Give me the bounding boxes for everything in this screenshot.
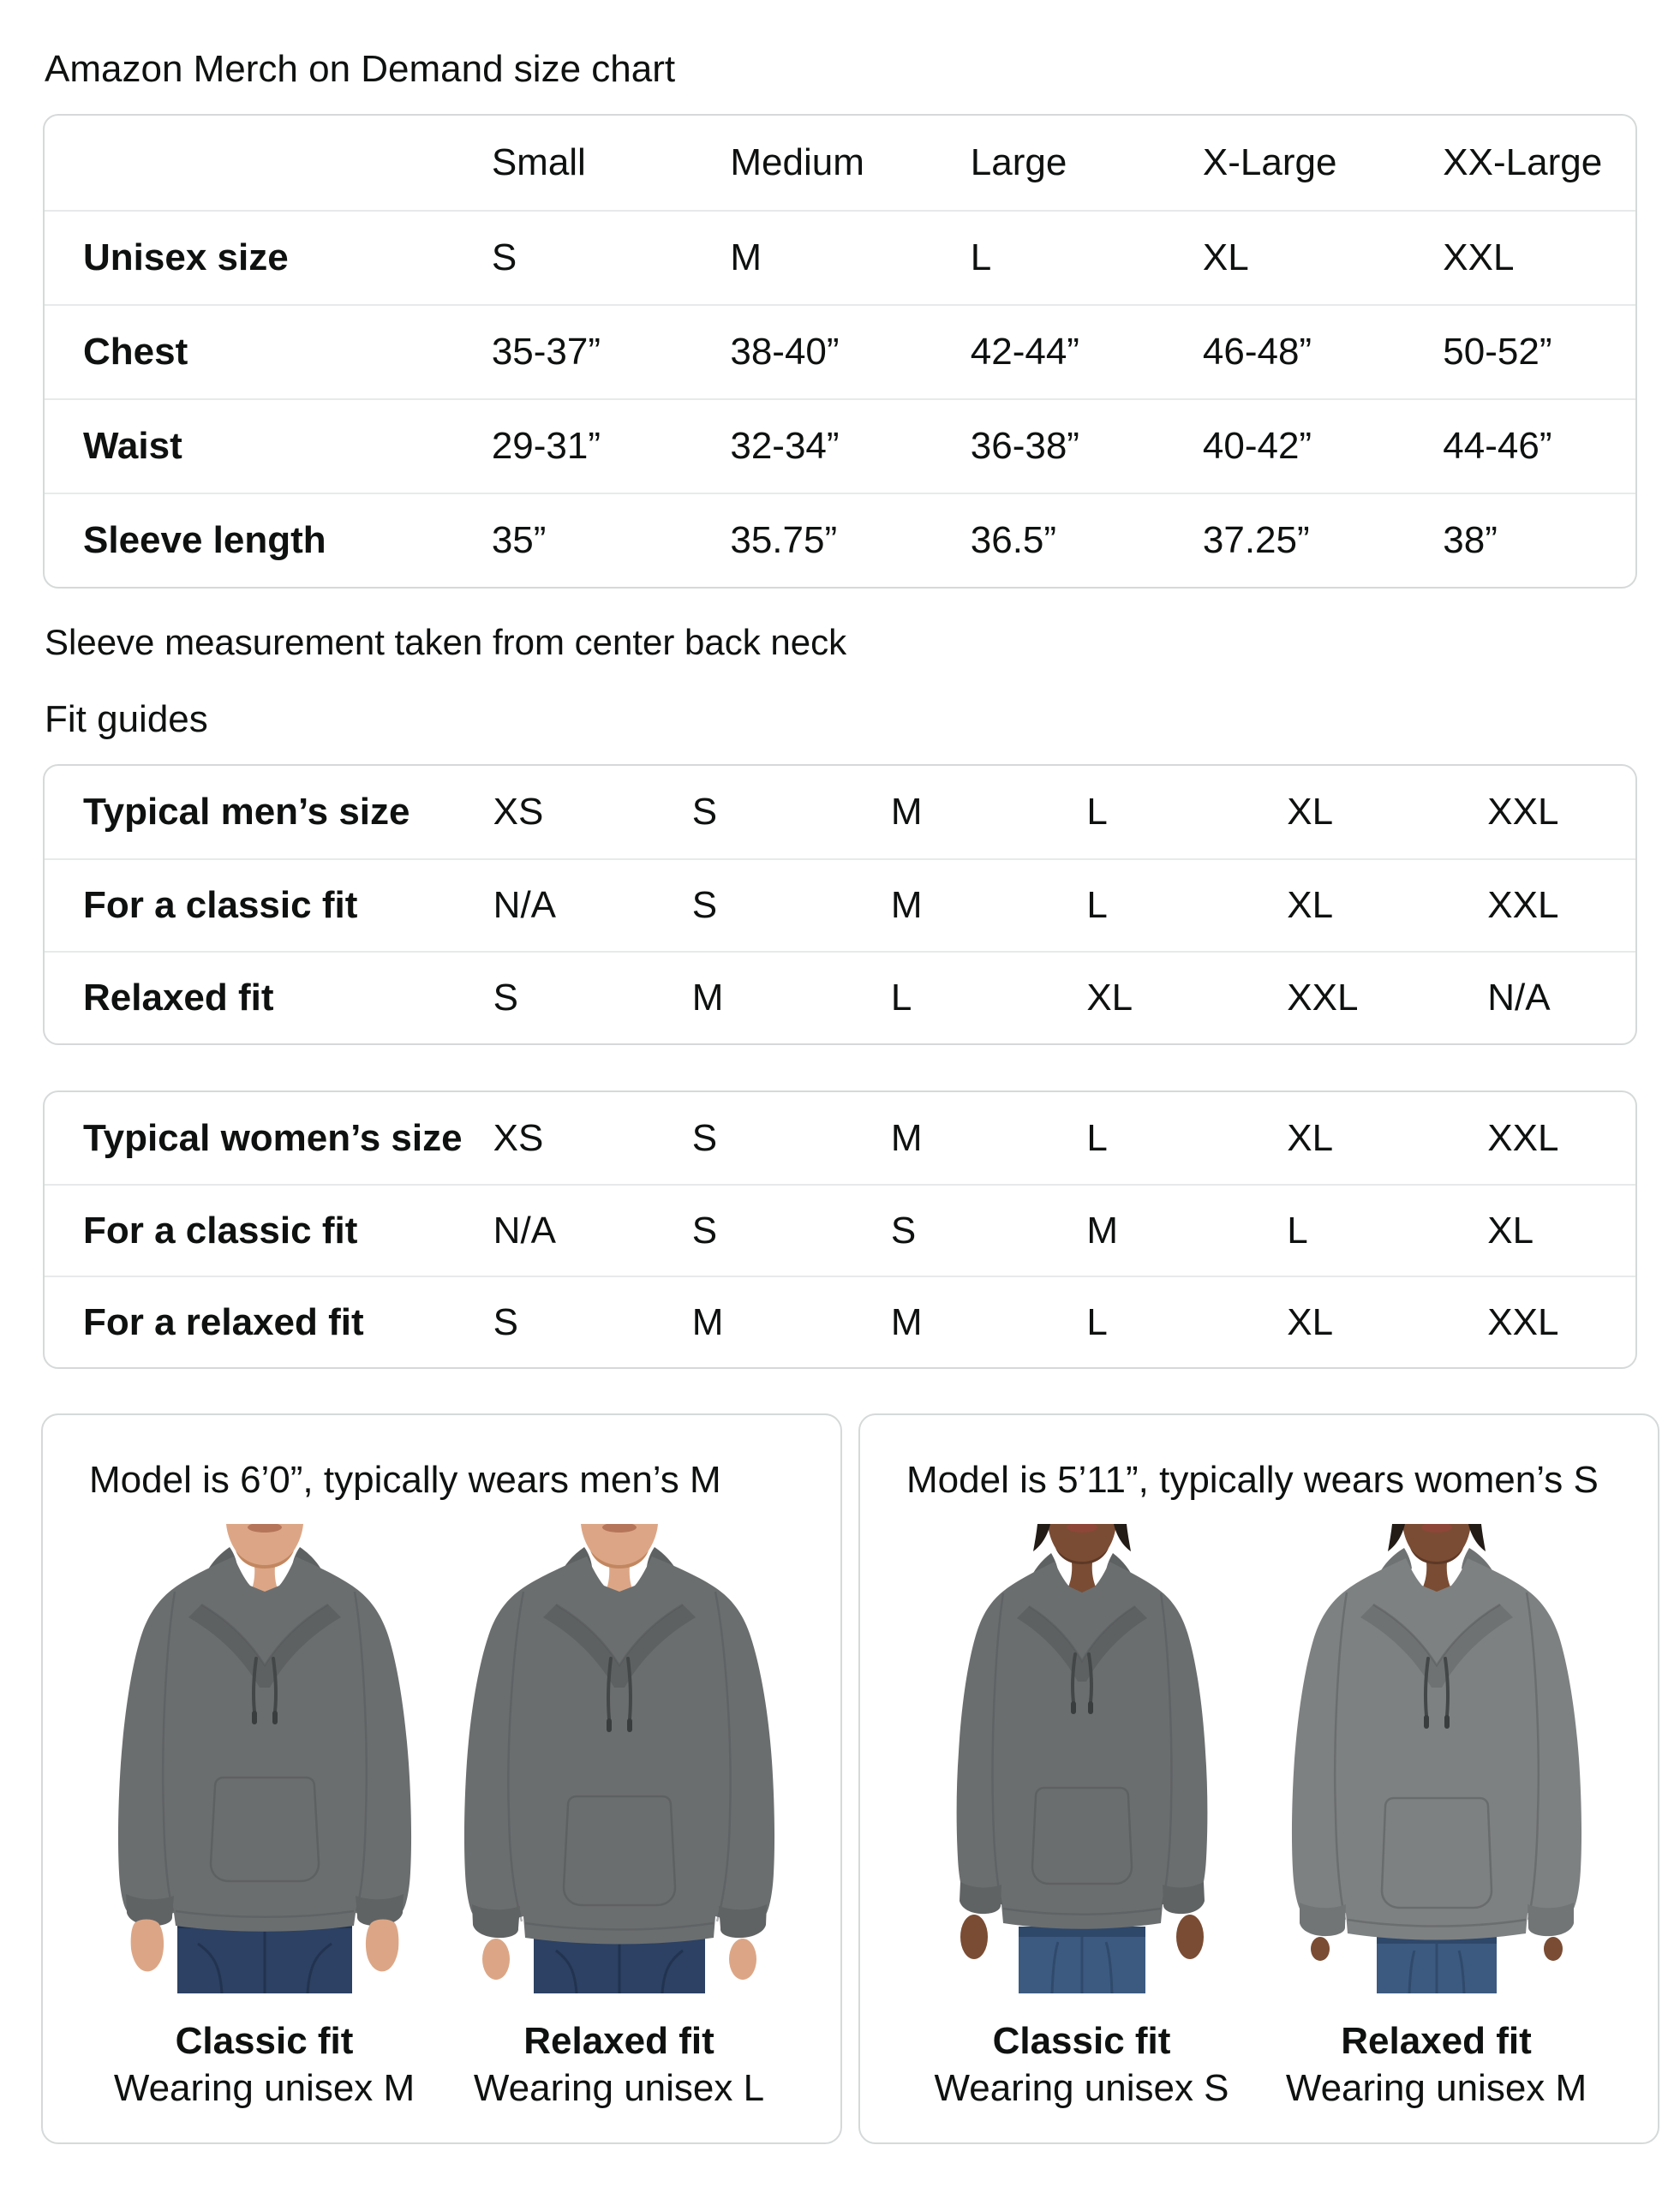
- model-figure: [117, 1524, 410, 1993]
- table-cell: 38”: [1443, 519, 1498, 561]
- table-cell: S: [491, 236, 517, 278]
- man-hoodie-classic-photo: [93, 1524, 436, 1993]
- row-label: For a classic fit: [83, 1209, 358, 1252]
- column-header-medium: Medium: [730, 141, 864, 183]
- table-cell: N/A: [493, 1209, 557, 1252]
- womens-fit-table: [43, 1091, 1637, 1369]
- table-row-typical-mens-size: [45, 766, 1635, 858]
- mens-relaxed-caption: [448, 2017, 791, 2112]
- table-cell: M: [1086, 1209, 1118, 1252]
- column-header-large: Large: [970, 141, 1067, 183]
- table-cell: M: [890, 1116, 923, 1159]
- size-chart-page: [0, 47, 1680, 2193]
- row-label: For a relaxed fit: [83, 1300, 364, 1343]
- table-cell: M: [890, 884, 923, 926]
- table-cell: M: [691, 1300, 724, 1343]
- table-row-waist: [45, 398, 1635, 493]
- table-cell: M: [691, 977, 724, 1019]
- model-figure: [1291, 1524, 1581, 1993]
- table-cell: XXL: [1487, 884, 1559, 926]
- table-cell: 50-52”: [1443, 331, 1552, 373]
- table-cell: 35”: [491, 519, 547, 561]
- mens-classic-figure: [93, 1524, 436, 2112]
- table-cell: XL: [1287, 1300, 1334, 1343]
- table-row-womens-classic-fit: [45, 1184, 1635, 1276]
- fit-label: Classic fit: [175, 2020, 354, 2062]
- row-label: Typical men’s size: [83, 791, 410, 833]
- column-header-xlarge: X-Large: [1202, 141, 1337, 183]
- table-cell: XXL: [1487, 1300, 1559, 1343]
- row-label: Unisex size: [83, 236, 289, 278]
- fit-label: Relaxed fit: [523, 2020, 714, 2062]
- table-cell: XL: [1287, 1116, 1334, 1159]
- model-figure: [463, 1524, 774, 1993]
- table-cell: S: [493, 977, 519, 1019]
- table-cell: L: [890, 977, 912, 1019]
- table-cell: N/A: [1487, 977, 1551, 1019]
- table-cell: XXL: [1487, 1116, 1559, 1159]
- table-cell: 35-37”: [491, 331, 601, 373]
- woman-hoodie-classic-photo: [911, 1524, 1253, 1993]
- table-cell: 36-38”: [970, 425, 1079, 467]
- mens-relaxed-figure: [448, 1524, 791, 2112]
- table-cell: L: [1086, 1300, 1108, 1343]
- column-header-xxlarge: XX-Large: [1443, 141, 1603, 183]
- womens-relaxed-caption: [1265, 2017, 1608, 2112]
- womens-photos: [860, 1524, 1658, 2112]
- table-cell: M: [890, 1300, 923, 1343]
- womens-classic-caption: [911, 2017, 1253, 2112]
- fit-label: Relaxed fit: [1341, 2020, 1532, 2062]
- womens-model-card: [858, 1413, 1659, 2144]
- page-title: Amazon Merch on Demand size chart: [45, 48, 676, 90]
- size-table: [43, 114, 1637, 589]
- mens-classic-caption: [93, 2017, 436, 2112]
- table-row-mens-relaxed-fit: [45, 951, 1635, 1043]
- model-cards: [41, 1413, 1680, 2144]
- row-label: Sleeve length: [83, 519, 326, 561]
- table-cell: S: [493, 1300, 519, 1343]
- table-cell: S: [691, 791, 718, 833]
- table-cell: 44-46”: [1443, 425, 1552, 467]
- table-cell: S: [691, 1209, 718, 1252]
- table-row-chest: [45, 304, 1635, 398]
- man-hoodie-relaxed-photo: [448, 1524, 791, 1993]
- wearing-label: Wearing unisex S: [934, 2067, 1229, 2109]
- table-cell: L: [1086, 1116, 1108, 1159]
- table-cell: L: [1086, 791, 1108, 833]
- table-cell: L: [1086, 884, 1108, 926]
- row-label: Chest: [83, 331, 188, 373]
- table-cell: L: [970, 236, 992, 278]
- table-cell: L: [1287, 1209, 1308, 1252]
- table-cell: M: [890, 791, 923, 833]
- table-cell: S: [691, 884, 718, 926]
- table-cell: S: [691, 1116, 718, 1159]
- table-cell: XL: [1287, 791, 1334, 833]
- table-cell: N/A: [493, 884, 557, 926]
- mens-fit-table: [43, 764, 1637, 1045]
- table-cell: 37.25”: [1202, 519, 1310, 561]
- table-cell: XL: [1487, 1209, 1534, 1252]
- table-cell: M: [730, 236, 762, 278]
- table-cell: XS: [493, 1116, 544, 1159]
- table-cell: XS: [493, 791, 544, 833]
- table-cell: 42-44”: [970, 331, 1079, 373]
- table-cell: XL: [1086, 977, 1133, 1019]
- wearing-label: Wearing unisex M: [113, 2067, 416, 2109]
- table-cell: XXL: [1287, 977, 1359, 1019]
- mens-model-card: [41, 1413, 842, 2144]
- table-cell: S: [890, 1209, 917, 1252]
- table-cell: XL: [1287, 884, 1334, 926]
- woman-hoodie-relaxed-photo: [1265, 1524, 1608, 1993]
- wearing-label: Wearing unisex M: [1285, 2067, 1587, 2109]
- table-cell: 29-31”: [491, 425, 601, 467]
- table-cell: XXL: [1443, 236, 1515, 278]
- table-cell: 46-48”: [1202, 331, 1312, 373]
- table-cell: 35.75”: [730, 519, 838, 561]
- column-header-small: Small: [491, 141, 586, 183]
- table-cell: 38-40”: [730, 331, 840, 373]
- table-row-mens-classic-fit: [45, 858, 1635, 951]
- table-cell: XL: [1202, 236, 1249, 278]
- row-label: Waist: [83, 425, 182, 467]
- table-row-sleeve-length: [45, 493, 1635, 587]
- mens-photos: [43, 1524, 840, 2112]
- row-label: Relaxed fit: [83, 977, 274, 1019]
- womens-classic-figure: [911, 1524, 1253, 2112]
- size-table-header-row: [45, 116, 1635, 210]
- fit-label: Classic fit: [992, 2020, 1171, 2062]
- table-row-womens-relaxed-fit: [45, 1276, 1635, 1367]
- mens-card-header: Model is 6’0”, typically wears men’s M: [89, 1459, 721, 1501]
- fit-guides-heading: Fit guides: [45, 698, 208, 740]
- sleeve-note: Sleeve measurement taken from center back neck: [45, 622, 847, 662]
- womens-relaxed-figure: [1265, 1524, 1608, 2112]
- table-cell: 36.5”: [970, 519, 1057, 561]
- womens-card-header: Model is 5’11”, typically wears women’s S: [906, 1459, 1599, 1501]
- table-row-unisex-size: [45, 210, 1635, 304]
- row-label: Typical women’s size: [83, 1116, 463, 1159]
- model-figure: [956, 1524, 1207, 1993]
- table-cell: 40-42”: [1202, 425, 1312, 467]
- row-label: For a classic fit: [83, 884, 358, 926]
- table-cell: 32-34”: [730, 425, 840, 467]
- wearing-label: Wearing unisex L: [473, 2067, 765, 2109]
- table-row-typical-womens-size: [45, 1092, 1635, 1184]
- table-cell: XXL: [1487, 791, 1559, 833]
